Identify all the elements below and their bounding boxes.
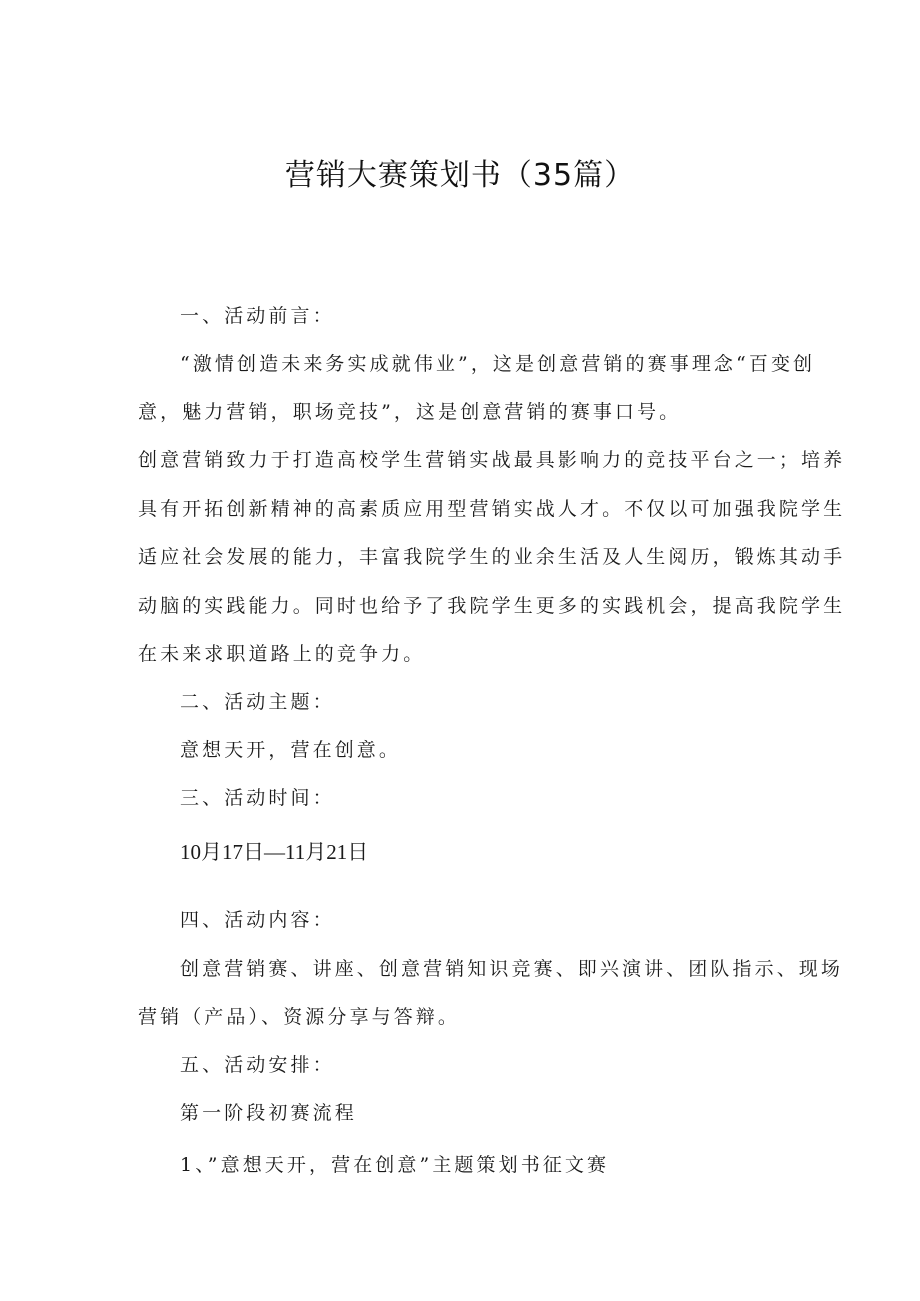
document-title: 营销大赛策划书（35篇）: [284, 158, 636, 193]
section-heading-theme: 二、活动主题：: [180, 691, 335, 713]
paragraph-line: 在未来求职道路上的竞争力。: [138, 643, 426, 665]
activity-date-range: 10月17日—11月21日: [180, 840, 369, 864]
list-item: 1、”意想天开，营在创意”主题策划书征文赛: [180, 1154, 610, 1176]
paragraph-line: 具有开拓创新精神的高素质应用型营销实战人才。不仅以可加强我院学生: [138, 498, 846, 520]
subheading-stage-one: 第一阶段初赛流程: [180, 1102, 357, 1124]
paragraph-line: 创意营销致力于打造高校学生营销实战最具影响力的竞技平台之一；培养: [138, 449, 846, 471]
section-heading-content: 四、活动内容：: [180, 909, 335, 931]
theme-text: 意想天开，营在创意。: [180, 739, 402, 761]
paragraph-line: 创意营销赛、讲座、创意营销知识竞赛、即兴演讲、团队指示、现场: [180, 958, 844, 980]
paragraph-line: 适应社会发展的能力，丰富我院学生的业余生活及人生阅历，锻炼其动手: [138, 546, 846, 568]
paragraph-line: 营销（产品）、资源分享与答辩。: [138, 1006, 461, 1028]
paragraph-line: 意，魅力营销，职场竞技”，这是创意营销的赛事口号。: [138, 401, 682, 423]
paragraph-line: 动脑的实践能力。同时也给予了我院学生更多的实践机会，提高我院学生: [138, 595, 846, 617]
paragraph-line: “激情创造未来务实成就伟业”，这是创意营销的赛事理念“百变创: [180, 353, 816, 375]
section-heading-preface: 一、活动前言：: [180, 305, 335, 327]
section-heading-time: 三、活动时间：: [180, 787, 335, 809]
section-heading-schedule: 五、活动安排：: [180, 1054, 335, 1076]
